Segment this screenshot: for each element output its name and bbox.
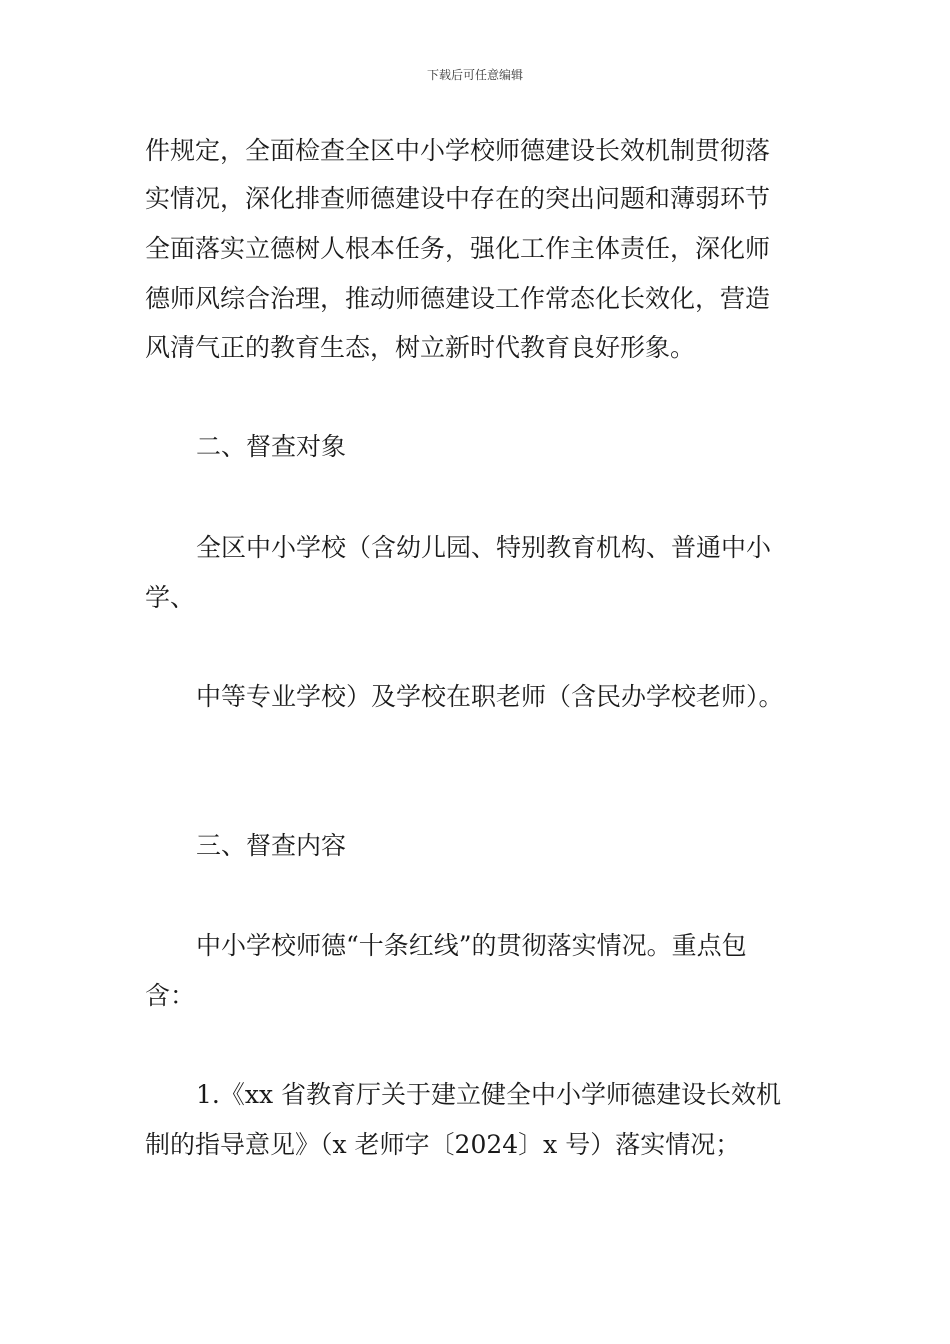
paragraph-line: 实情况，深化排查师德建设中存在的突出问题和薄弱环节	[145, 184, 771, 213]
paragraph-line: 风清气正的教育生态，树立新时代教育良好形象。	[145, 333, 696, 362]
paragraph-line: 中小学校师德“十条红线”的贯彻落实情况。重点包	[196, 931, 747, 960]
section-heading-objects: 二、督查对象	[196, 432, 347, 461]
page-header: 下载后可任意编辑	[426, 68, 523, 82]
section-heading-content: 三、督查内容	[196, 831, 347, 860]
list-item-1: 1.《xx 省教育厅关于建立健全中小学师德建设长效机	[196, 1080, 781, 1109]
paragraph-line: 德师风综合治理，推动师德建设工作常态化长效化，营造	[145, 284, 771, 313]
paragraph-line: 全区中小学校（含幼儿园、特别教育机构、普通中小	[196, 533, 772, 562]
paragraph-line: 学、	[145, 583, 196, 612]
paragraph-line: 制的指导意见》（x 老师字〔2024〕x 号）落实情况；	[145, 1130, 741, 1159]
paragraph-line: 含：	[145, 981, 196, 1010]
paragraph-line: 全面落实立德树人根本任务，强化工作主体责任，深化师	[145, 234, 771, 263]
paragraph-line: 件规定，全面检查全区中小学校师德建设长效机制贯彻落	[145, 136, 771, 165]
paragraph-line: 中等专业学校）及学校在职老师（含民办学校老师）。	[196, 682, 784, 711]
